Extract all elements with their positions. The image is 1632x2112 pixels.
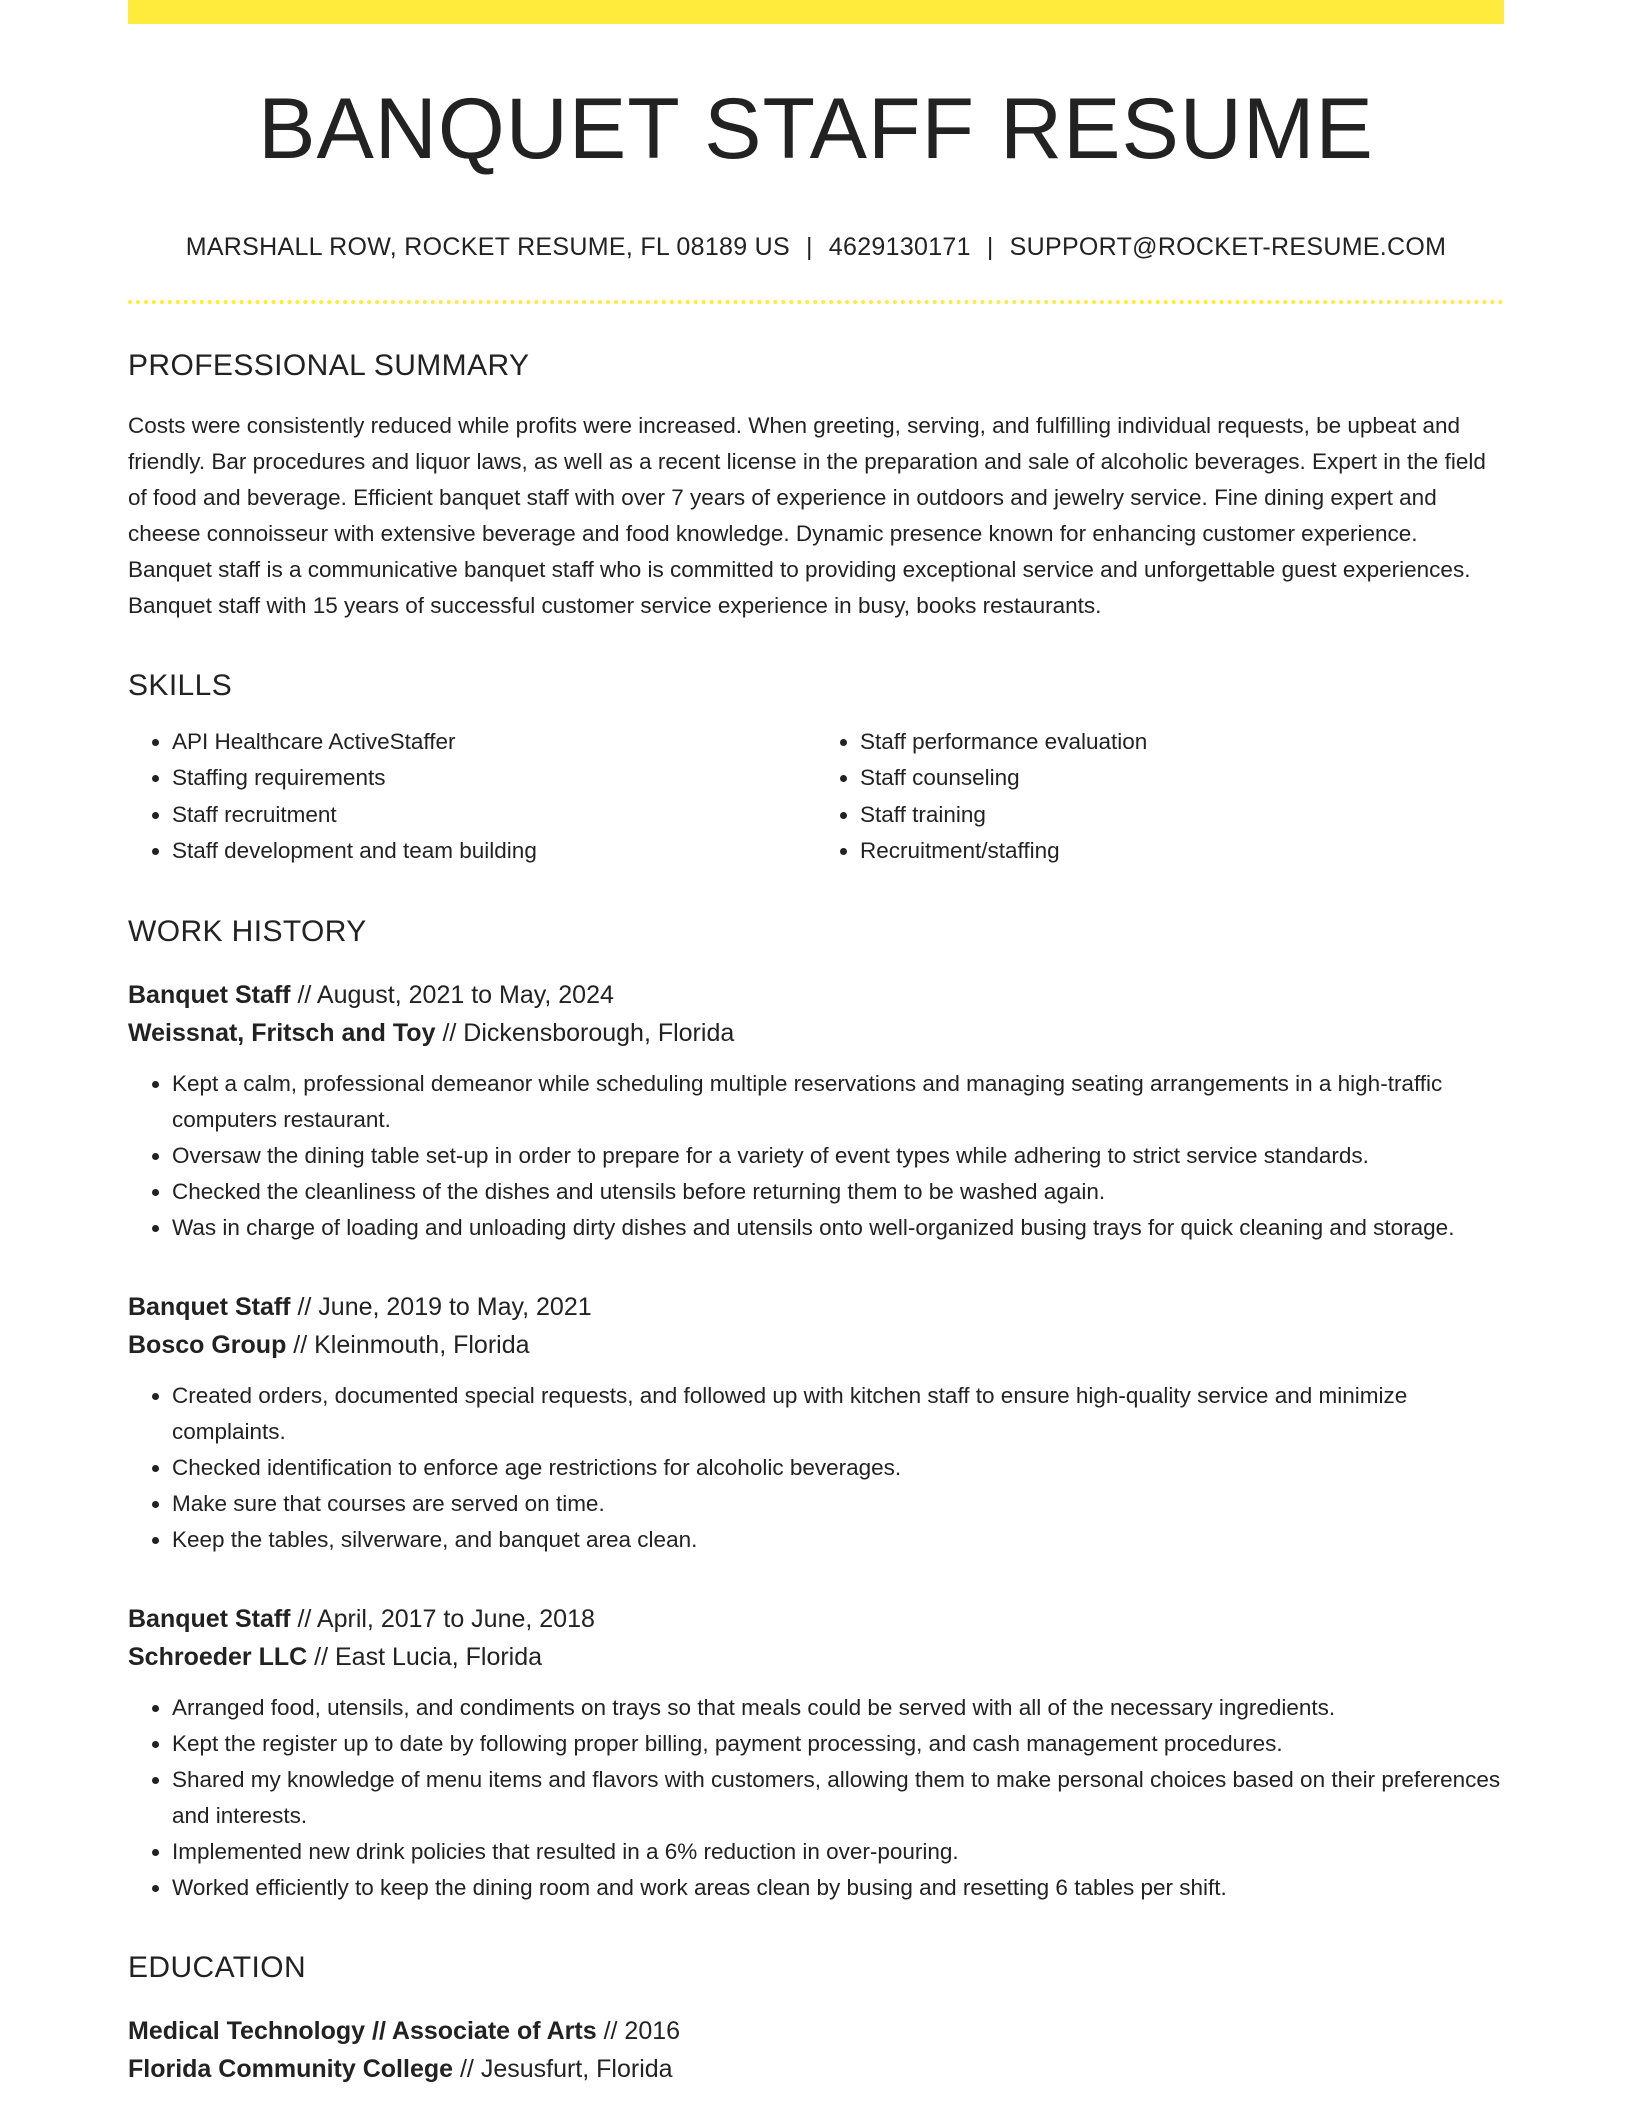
contact-phone: 4629130171 <box>828 232 971 261</box>
dotted-divider <box>128 300 1504 304</box>
top-accent-bar <box>128 0 1504 24</box>
job-bullet: • Arranged food, utensils, and condiments on trays so that meals could be served with all of the necessary ingredients. <box>172 1690 1504 1726</box>
job-company-line <box>128 1326 1504 1364</box>
job-dates: // June, 2019 to May, 2021 <box>297 1292 592 1321</box>
job-bullet: • Worked efficiently to keep the dining room and work areas clean by busing and resetting 6 tables per shift. <box>172 1870 1504 1906</box>
job-dates: // August, 2021 to May, 2024 <box>297 980 614 1009</box>
job-location: // East Lucia, Florida <box>314 1642 543 1671</box>
resume-title: BANQUET STAFF RESUME <box>258 81 1374 177</box>
job-bullet: • Make sure that courses are served on time. <box>172 1486 1504 1522</box>
skill-item: • Staff training <box>860 797 1504 834</box>
skill-item: • Staff recruitment <box>172 797 816 834</box>
resume-page <box>128 0 1504 2088</box>
contact-email: SUPPORT@ROCKET-RESUME.COM <box>1009 232 1447 261</box>
skills-heading: SKILLS <box>128 668 233 702</box>
education-school-line <box>128 2050 1504 2088</box>
job-title: Banquet Staff <box>128 980 291 1009</box>
job-company-line <box>128 1014 1504 1052</box>
job-dates: // April, 2017 to June, 2018 <box>297 1604 595 1633</box>
education-year: // 2016 <box>603 2016 681 2045</box>
skill-item: • API Healthcare ActiveStaffer <box>172 724 816 761</box>
job-entry <box>128 1600 1504 1906</box>
job-title: Banquet Staff <box>128 1292 291 1321</box>
summary-text: Costs were consistently reduced while profits were increased. When greeting, serving, and fulfilling individual requests, be upbeat and friendly. Bar procedures and liquor laws, as well as a recent license in the preparation and sale of alcoholic beverages. Expert in the field of food and beverage. Efficient banquet staff with over 7 years of experience in outdoors and jewelry service. Fine dining expert and cheese connoisseur with extensive beverage and food knowledge. Dynamic presence known for enhancing customer experience. Banquet staff is a communicative banquet staff who is committed to providing exceptional service and unforgettable guest experiences. Banquet staff with 15 years of successful customer service experience in busy, books restaurants. <box>128 412 1486 618</box>
summary-heading: PROFESSIONAL SUMMARY <box>128 348 530 382</box>
skill-item: • Staffing requirements <box>172 760 816 797</box>
education-school: Florida Community College <box>128 2054 454 2083</box>
job-entry <box>128 1288 1504 1558</box>
job-title-line <box>128 1288 1504 1326</box>
education-entry <box>128 2012 1504 2088</box>
skill-item: • Recruitment/staffing <box>860 833 1504 870</box>
skill-item: • Staff performance evaluation <box>860 724 1504 761</box>
job-bullets <box>128 1378 1504 1558</box>
education-degree-line <box>128 2012 1504 2050</box>
contact-address: MARSHALL ROW, ROCKET RESUME, FL 08189 US <box>185 232 790 261</box>
job-bullets <box>128 1690 1504 1906</box>
contact-separator: | <box>986 232 994 261</box>
job-bullet: • Shared my knowledge of menu items and flavors with customers, allowing them to make personal choices based on their preferences and interests. <box>172 1762 1504 1834</box>
job-company: Bosco Group <box>128 1330 287 1359</box>
job-bullet: • Created orders, documented special requests, and followed up with kitchen staff to ensure high-quality service and minimize complaints. <box>172 1378 1504 1450</box>
work-history-heading: WORK HISTORY <box>128 914 367 948</box>
job-entry <box>128 976 1504 1246</box>
education-heading: EDUCATION <box>128 1950 307 1984</box>
job-bullets <box>128 1066 1504 1246</box>
job-company: Weissnat, Fritsch and Toy <box>128 1018 436 1047</box>
job-bullet: • Implemented new drink policies that resulted in a 6% reduction in over-pouring. <box>172 1834 1504 1870</box>
job-title-line <box>128 1600 1504 1638</box>
job-bullet: • Oversaw the dining table set-up in order to prepare for a variety of event types while adhering to strict service standards. <box>172 1138 1504 1174</box>
skills-list <box>128 724 1504 870</box>
job-bullet: • Keep the tables, silverware, and banquet area clean. <box>172 1522 1504 1558</box>
job-title: Banquet Staff <box>128 1604 291 1633</box>
skill-item: • Staff counseling <box>860 760 1504 797</box>
job-bullet: • Was in charge of loading and unloading dirty dishes and utensils onto well-organized busing trays for quick cleaning and storage. <box>172 1210 1504 1246</box>
education-location: // Jesusfurt, Florida <box>459 2054 673 2083</box>
contact-separator: | <box>806 232 813 261</box>
skills-column-right <box>816 724 1504 870</box>
job-title-line <box>128 976 1504 1014</box>
job-company: Schroeder LLC <box>128 1642 308 1671</box>
job-bullet: • Kept the register up to date by following proper billing, payment processing, and cash management procedures. <box>172 1726 1504 1762</box>
job-location: // Dickensborough, Florida <box>442 1018 735 1047</box>
job-bullet: • Kept a calm, professional demeanor while scheduling multiple reservations and managing seating arrangements in a high-traffic computers restaurant. <box>172 1066 1504 1138</box>
education-degree: Medical Technology // Associate of Arts <box>128 2016 597 2045</box>
skill-item: • Staff development and team building <box>172 833 816 870</box>
job-location: // Kleinmouth, Florida <box>293 1330 530 1359</box>
job-bullet: • Checked the cleanliness of the dishes and utensils before returning them to be washed again. <box>172 1174 1504 1210</box>
contact-line <box>128 233 1504 262</box>
job-company-line <box>128 1638 1504 1676</box>
skills-column-left <box>128 724 816 870</box>
job-bullet: • Checked identification to enforce age restrictions for alcoholic beverages. <box>172 1450 1504 1486</box>
